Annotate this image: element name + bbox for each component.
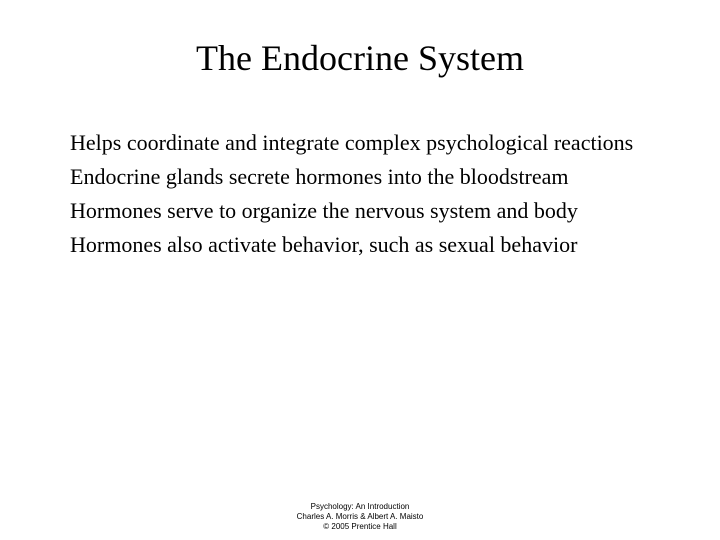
- bullet-item: Hormones also activate behavior, such as sexual behavior: [70, 232, 578, 257]
- bullet-item: Helps coordinate and integrate complex psychological reactions: [70, 130, 634, 155]
- bullet-item: Hormones serve to organize the nervous system and body: [70, 198, 578, 223]
- slide-footer: [0, 502, 720, 532]
- bullet-item: Endocrine glands secrete hormones into the bloodstream: [70, 164, 569, 189]
- bullet-list: [70, 130, 650, 266]
- footer-copyright: © 2005 Prentice Hall: [323, 522, 397, 531]
- footer-authors: Charles A. Morris & Albert A. Maisto: [296, 512, 424, 521]
- slide-title: The Endocrine System: [196, 38, 524, 78]
- footer-book-title: Psychology: An Introduction: [310, 502, 410, 511]
